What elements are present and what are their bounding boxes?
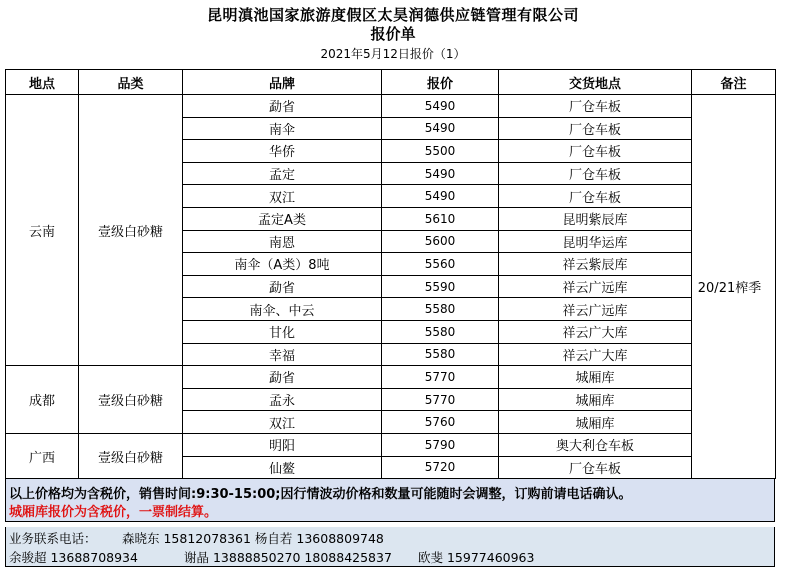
contact-entry: 谢晶 13888850270 18088425837 — [184, 550, 392, 565]
delivery-cell: 祥云广大库 — [499, 320, 692, 343]
category-cell: 壹级白砂糖 — [79, 95, 183, 366]
contact-entry: 森晓东 15812078361 杨自若 13608809748 — [122, 531, 384, 546]
delivery-cell: 厂仓车板 — [499, 117, 692, 140]
category-cell: 壹级白砂糖 — [79, 433, 183, 478]
brand-cell: 孟定 — [183, 162, 382, 185]
column-header: 地点 — [6, 70, 79, 95]
contact-entry: 欧斐 15977460963 — [418, 550, 535, 565]
price-cell: 5580 — [382, 320, 499, 343]
delivery-cell: 厂仓车板 — [499, 95, 692, 118]
brand-cell: 南伞、中云 — [183, 298, 382, 321]
brand-cell: 南伞（A类）8吨 — [183, 253, 382, 276]
location-cell: 成都 — [6, 366, 79, 434]
delivery-cell: 城厢库 — [499, 388, 692, 411]
table-header-row — [6, 70, 776, 95]
quote-date: 2021年5月12日报价（1） — [320, 47, 466, 61]
price-cell: 5720 — [382, 456, 499, 479]
price-cell: 5760 — [382, 411, 499, 434]
column-header: 报价 — [382, 70, 499, 95]
table-row — [6, 433, 776, 456]
brand-cell: 甘化 — [183, 320, 382, 343]
brand-cell: 仙鳌 — [183, 456, 382, 479]
brand-cell: 孟定A类 — [183, 207, 382, 230]
location-cell: 广西 — [6, 433, 79, 478]
remark-cell — [692, 95, 776, 479]
contact-label: 业务联系电话： — [9, 531, 97, 546]
brand-cell: 南伞 — [183, 117, 382, 140]
warning-text: 城厢库报价为含税价，一票制结算。 — [9, 505, 218, 520]
price-cell: 5560 — [382, 253, 499, 276]
contact-entry: 余骏超 13688708934 — [9, 550, 138, 565]
delivery-cell: 厂仓车板 — [499, 185, 692, 208]
price-cell: 5790 — [382, 433, 499, 456]
brand-cell: 双江 — [183, 185, 382, 208]
price-cell: 5500 — [382, 140, 499, 163]
price-cell: 5770 — [382, 388, 499, 411]
table-row — [6, 366, 776, 389]
delivery-cell: 祥云紫辰库 — [499, 253, 692, 276]
brand-cell: 明阳 — [183, 433, 382, 456]
price-cell: 5490 — [382, 185, 499, 208]
brand-cell: 孟永 — [183, 388, 382, 411]
price-cell: 5580 — [382, 298, 499, 321]
delivery-cell: 祥云广远库 — [499, 298, 692, 321]
brand-cell: 幸福 — [183, 343, 382, 366]
column-header: 交货地点 — [499, 70, 692, 95]
price-cell: 5580 — [382, 343, 499, 366]
delivery-cell: 昆明华运库 — [499, 230, 692, 253]
document-title: 报价单 — [370, 25, 416, 43]
price-cell: 5600 — [382, 230, 499, 253]
price-table — [5, 69, 776, 479]
delivery-cell: 祥云广远库 — [499, 275, 692, 298]
brand-cell: 勐省 — [183, 275, 382, 298]
contact-line — [5, 546, 775, 567]
delivery-cell: 祥云广大库 — [499, 343, 692, 366]
brand-cell: 勐省 — [183, 95, 382, 118]
delivery-cell: 厂仓车板 — [499, 456, 692, 479]
delivery-cell: 厂仓车板 — [499, 140, 692, 163]
column-header: 品类 — [79, 70, 183, 95]
contact-line — [5, 527, 775, 547]
delivery-cell: 城厢库 — [499, 366, 692, 389]
brand-cell: 勐省 — [183, 366, 382, 389]
column-header: 备注 — [692, 70, 776, 95]
delivery-cell: 城厢库 — [499, 411, 692, 434]
delivery-cell: 昆明紫辰库 — [499, 207, 692, 230]
notice-text: 以上价格均为含税价，销售时间:9:30-15:00;因行情波动价格和数量可能随时会调整，订购前请电话确认。 — [9, 487, 632, 502]
price-cell: 5490 — [382, 117, 499, 140]
category-cell: 壹级白砂糖 — [79, 366, 183, 434]
column-header: 品牌 — [183, 70, 382, 95]
brand-cell: 双江 — [183, 411, 382, 434]
brand-cell: 南恩 — [183, 230, 382, 253]
location-cell: 云南 — [6, 95, 79, 366]
delivery-cell: 奥大利仓车板 — [499, 433, 692, 456]
price-cell: 5490 — [382, 162, 499, 185]
price-cell: 5770 — [382, 366, 499, 389]
price-cell: 5490 — [382, 95, 499, 118]
price-cell: 5590 — [382, 275, 499, 298]
price-cell: 5610 — [382, 207, 499, 230]
price-notice — [5, 478, 775, 522]
remark-text: 20/21榨季 — [697, 281, 762, 297]
table-row — [6, 95, 776, 118]
company-name: 昆明滇池国家旅游度假区太昊润德供应链管理有限公司 — [206, 6, 579, 24]
brand-cell: 华侨 — [183, 140, 382, 163]
delivery-cell: 厂仓车板 — [499, 162, 692, 185]
